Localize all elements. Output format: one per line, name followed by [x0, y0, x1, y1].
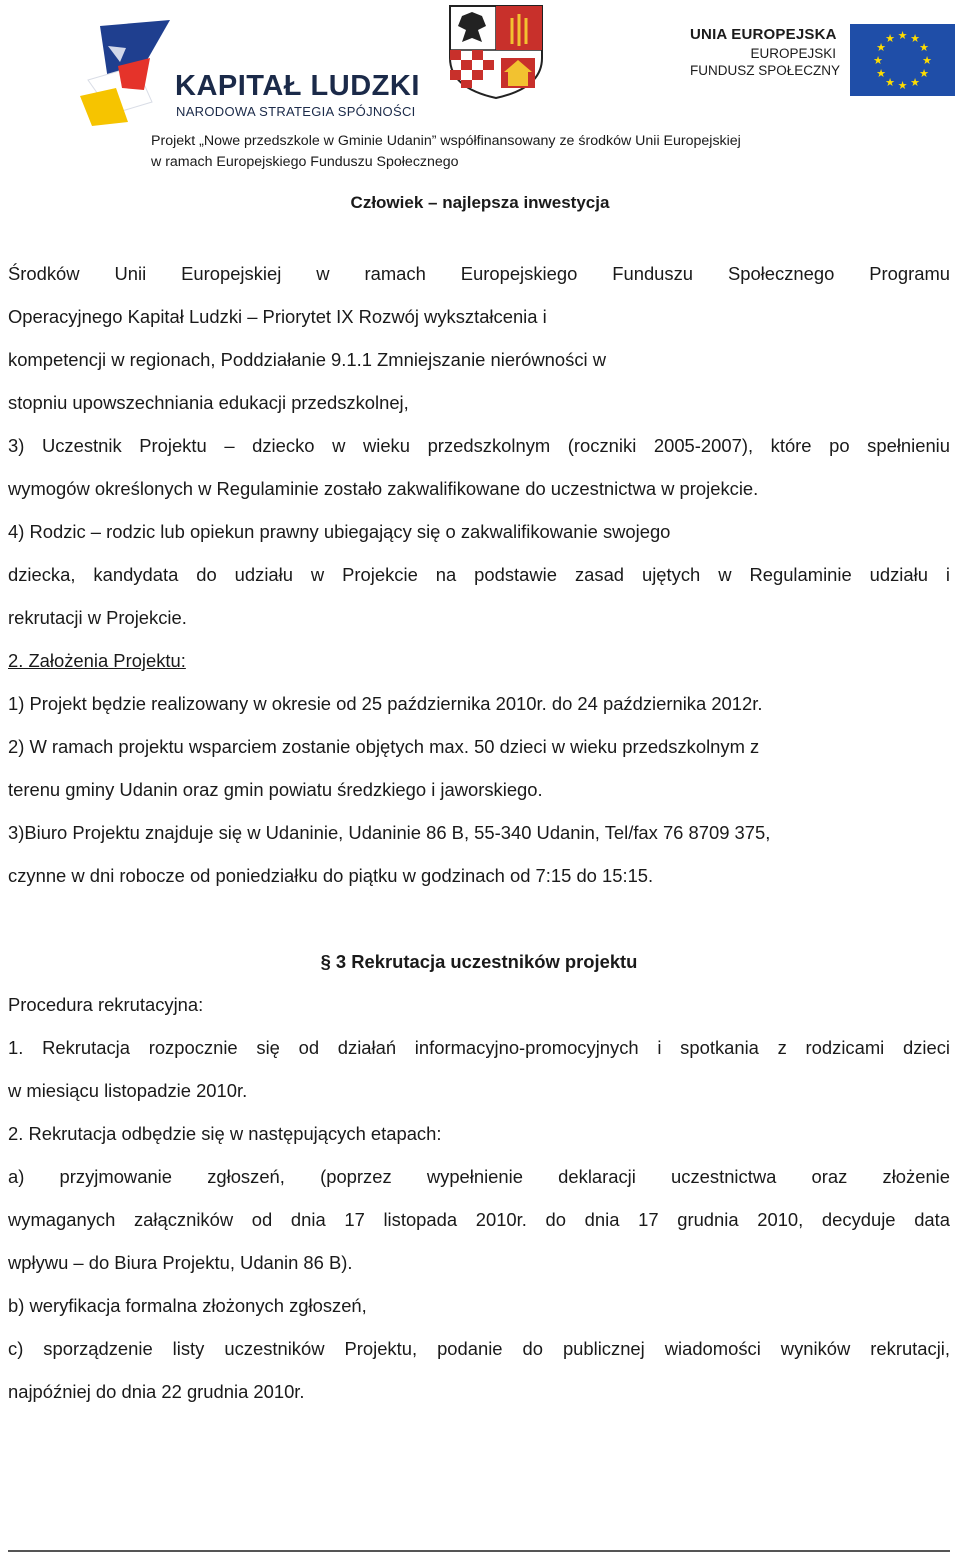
body-line-22: wymaganych załączników od dnia 17 listopada 2010r. do dnia 17 grudnia 2010, decyduje data [8, 1209, 950, 1230]
svg-text:★: ★ [876, 41, 886, 54]
body-line-25: c) sporządzenie listy uczestników Projektu, podanie do publicznej wiadomości wyników rekrutacji, [8, 1338, 950, 1359]
project-line-2: w ramach Europejskiego Funduszu Społecznego [151, 154, 459, 170]
body-line-5: 3) Uczestnik Projektu – dziecko w wieku przedszkolnym (roczniki 2005-2007), które po spełnieniu [8, 435, 950, 456]
kapital-ludzki-star-icon [78, 18, 178, 128]
powiat-coat-of-arms-icon [446, 2, 546, 100]
body-line-21: a) przyjmowanie zgłoszeń, (poprzez wypełnienie deklaracji uczestnictwa oraz złożenie [8, 1166, 950, 1187]
body-line-20: 2. Rekrutacja odbędzie się w następujących etapach: [8, 1123, 442, 1144]
body-line-4: stopniu upowszechniania edukacji przedszkolnej, [8, 392, 409, 413]
body-line-8: dziecka, kandydata do udziału w Projekcie na podstawie zasad ujętych w Regulaminie udziału i [8, 564, 950, 585]
svg-text:★: ★ [885, 76, 895, 89]
body-line-1: Środków Unii Europejskiej w ramach Europejskiego Funduszu Społecznego Programu [8, 263, 950, 284]
svg-text:★: ★ [876, 67, 886, 80]
body-line-23: wpływu – do Biura Projektu, Udanin 86 B). [8, 1252, 353, 1273]
svg-text:★: ★ [897, 29, 908, 42]
body-line-13: terenu gminy Udanin oraz gmin powiatu średzkiego i jaworskiego. [8, 779, 543, 800]
ue-text-block [690, 26, 841, 78]
body-line-17: Procedura rekrutacyjna: [8, 994, 204, 1015]
body-line-24: b) weryfikacja formalna złożonych zgłoszeń, [8, 1295, 367, 1316]
body-line-26: najpóźniej do dnia 22 grudnia 2010r. [8, 1381, 305, 1402]
motto: Człowiek – najlepsza inwestycja [350, 193, 610, 212]
body-line-2: Operacyjnego Kapitał Ludzki – Priorytet IX Rozwój wykształcenia i [8, 306, 547, 327]
ue-line1: UNIA EUROPEJSKA [690, 26, 837, 43]
body-line-3: kompetencji w regionach, Poddziałanie 9.1.1 Zmniejszanie nierówności w [8, 349, 607, 370]
body-line-11: 1) Projekt będzie realizowany w okresie od 25 października 2010r. do 24 października 2012r. [8, 693, 763, 714]
svg-text:★: ★ [922, 54, 932, 67]
body-line-6: wymogów określonych w Regulaminie zostało zakwalifikowane do uczestnictwa w projekcie. [8, 478, 759, 499]
project-line-1: Projekt „Nowe przedszkole w Gminie Udanin” współfinansowany ze środków Unii Europejskiej [151, 133, 741, 149]
body-line-7: 4) Rodzic – rodzic lub opiekun prawny ubiegający się o zakwalifikowanie swojego [8, 521, 671, 542]
svg-text:★: ★ [897, 79, 908, 92]
ue-line2: EUROPEJSKI [750, 46, 836, 61]
svg-text:★: ★ [919, 67, 929, 80]
project-info [151, 131, 851, 173]
document-body [8, 252, 950, 1413]
kl-subtitle: NARODOWA STRATEGIA SPÓJNOŚCI [176, 104, 416, 119]
eu-flag-icon [850, 24, 955, 96]
footer-divider [8, 1550, 950, 1552]
svg-text:★: ★ [873, 54, 883, 67]
body-line-12: 2) W ramach projektu wsparciem zostanie objętych max. 50 dzieci w wieku przedszkolnym z [8, 736, 760, 757]
kapital-ludzki-logo [78, 18, 438, 128]
svg-text:★: ★ [910, 32, 920, 45]
body-line-14: 3)Biuro Projektu znajduje się w Udaninie, Udaninie 86 B, 55-340 Udanin, Tel/fax 76 8709 375, [8, 822, 771, 843]
body-line-19: w miesiącu listopadzie 2010r. [8, 1080, 248, 1101]
body-line-9: rekrutacji w Projekcie. [8, 607, 187, 628]
body-line-18: 1. Rekrutacja rozpocznie się od działań informacyjno-promocyjnych i spotkania z rodzicami dzieci [8, 1037, 950, 1058]
section-heading-zalozenia: 2. Założenia Projektu: [8, 650, 186, 671]
body-line-15: czynne w dni robocze od poniedziałku do piątku w godzinach od 7:15 do 15:15. [8, 865, 654, 886]
ue-line3: FUNDUSZ SPOŁECZNY [690, 63, 841, 78]
section-title: § 3 Rekrutacja uczestników projektu [320, 951, 638, 972]
kl-title: KAPITAŁ LUDZKI [175, 70, 420, 102]
svg-text:★: ★ [885, 32, 895, 45]
spacer [8, 897, 950, 940]
svg-text:★: ★ [919, 41, 929, 54]
svg-text:★: ★ [910, 76, 920, 89]
